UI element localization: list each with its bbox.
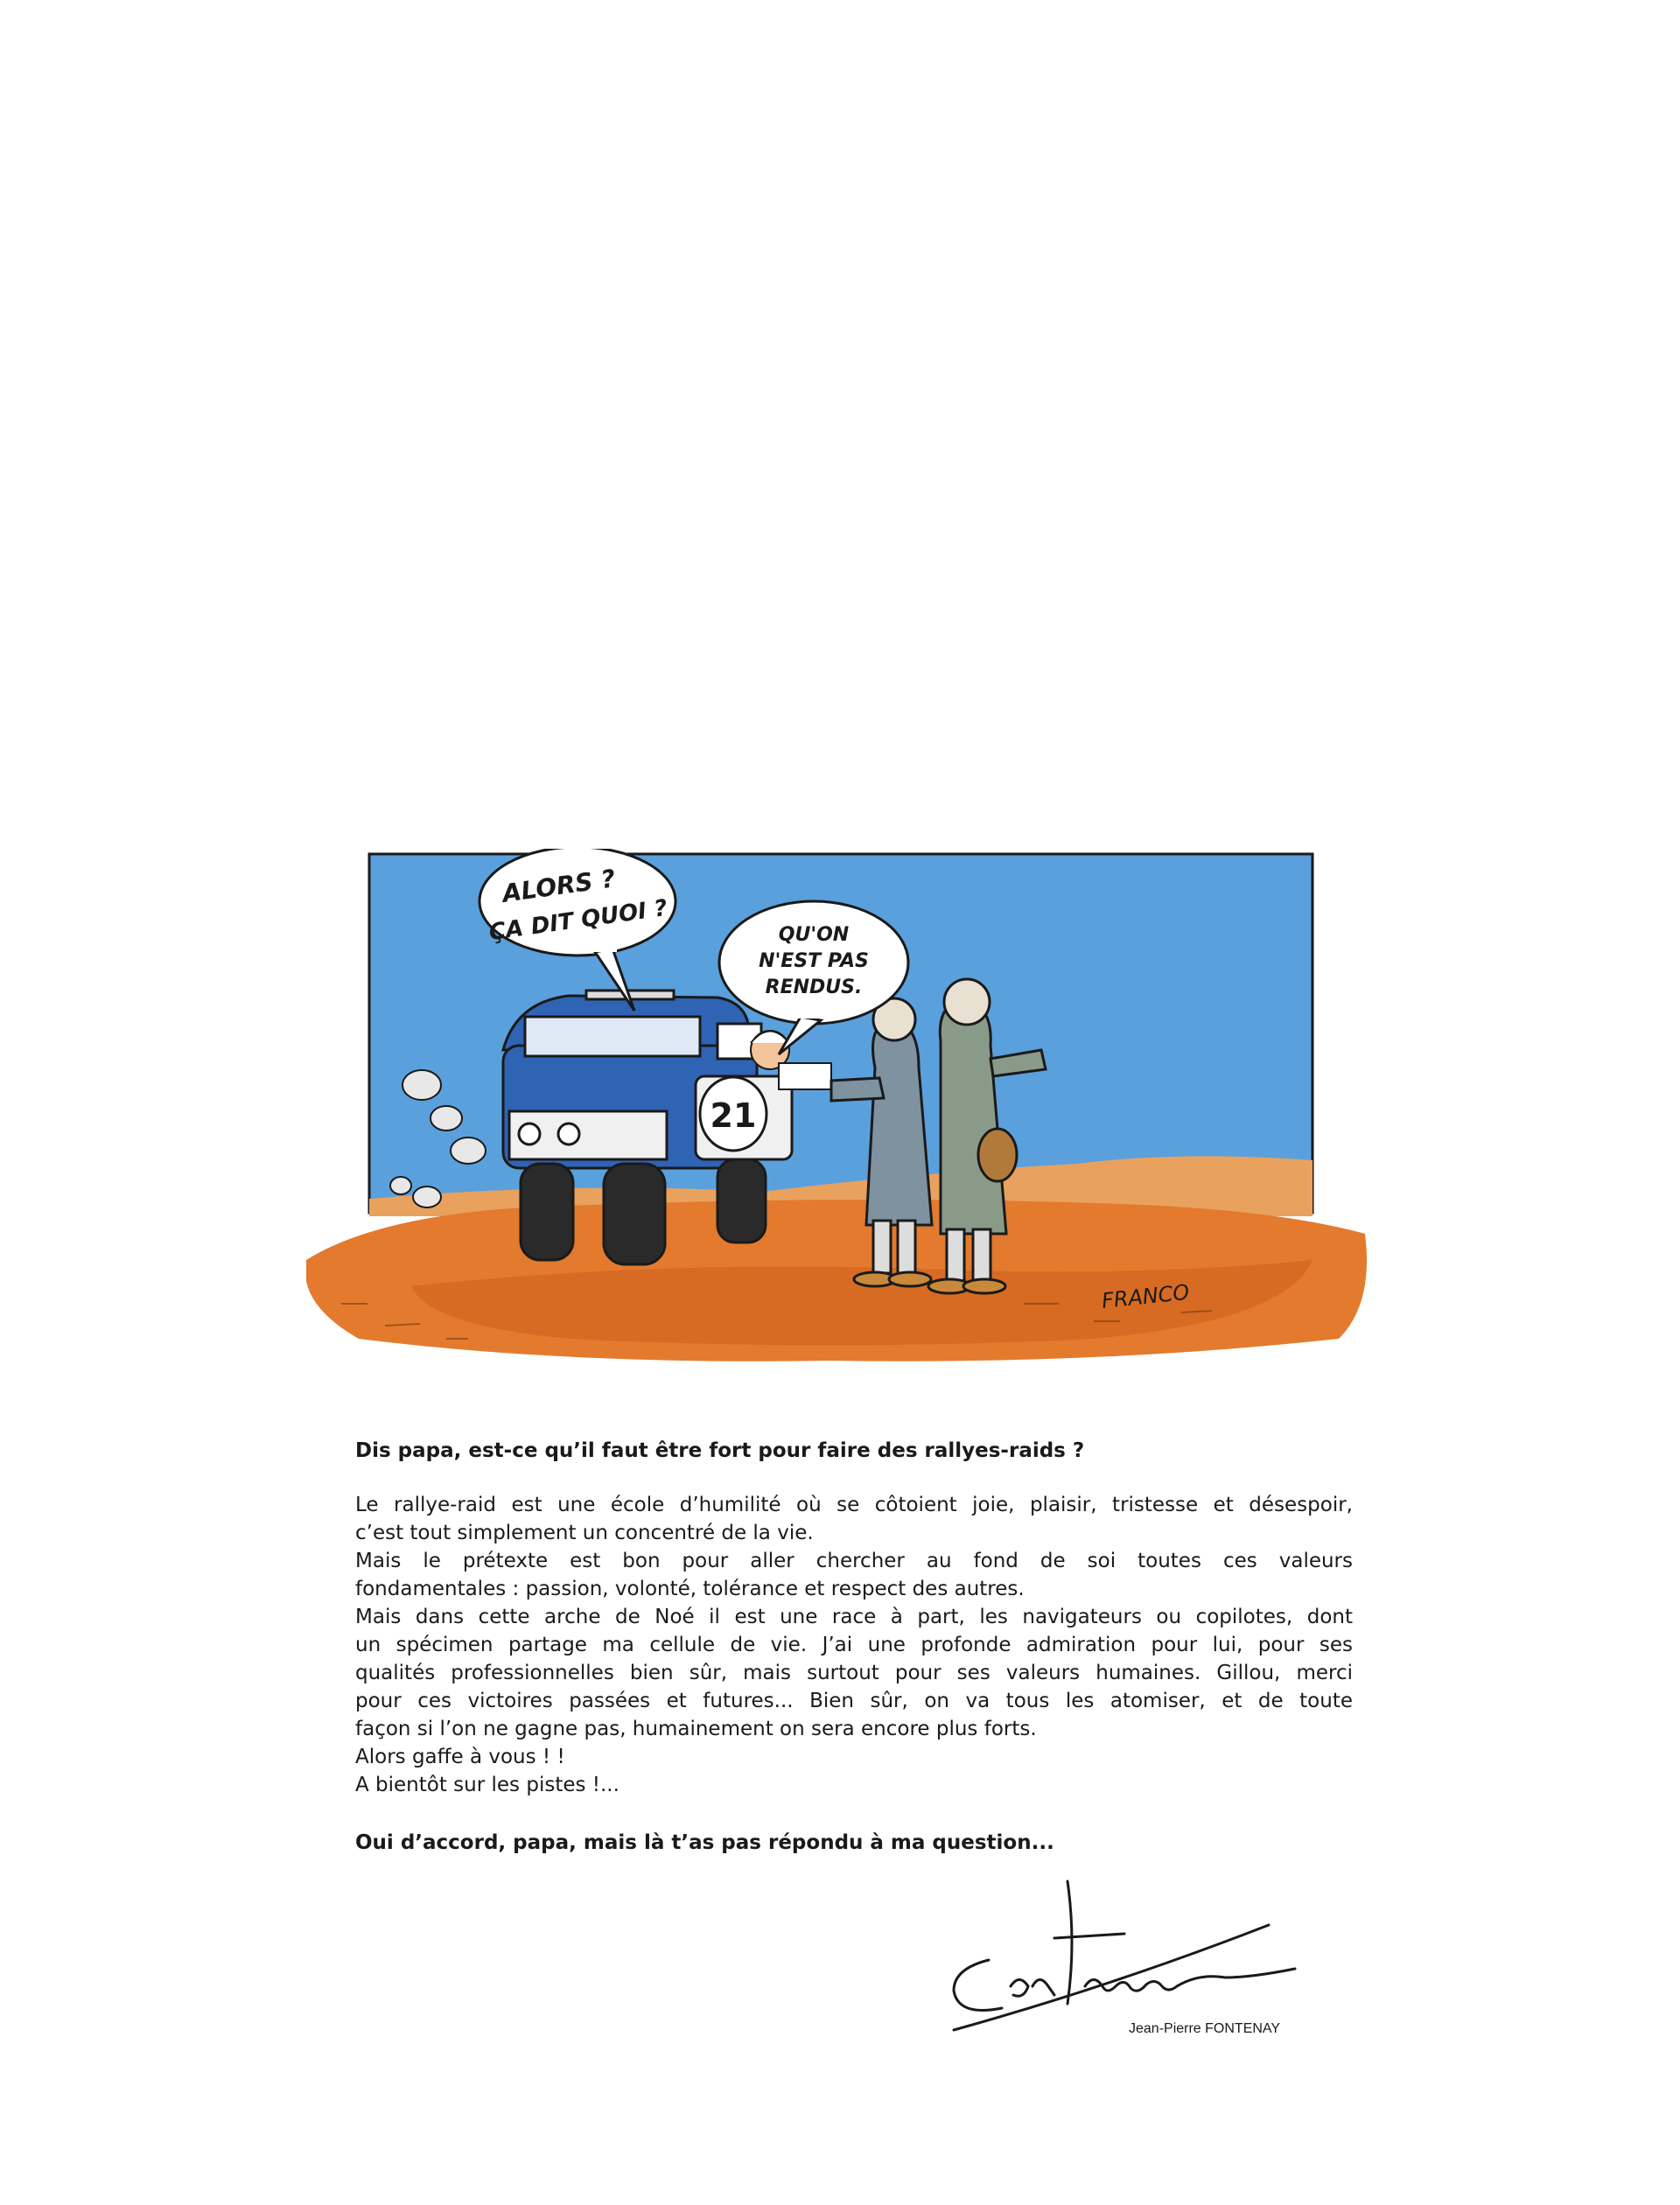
text-block xyxy=(355,1437,1353,1857)
speech-left-line-1: ALORS ? xyxy=(500,864,618,908)
signer-name: Jean-Pierre FONTENAY xyxy=(1129,2021,1281,2036)
body-line: Alors gaffe à vous ! ! xyxy=(355,1746,565,1768)
rally-cartoon-illustration xyxy=(306,849,1374,1374)
body-line: façon si l’on ne gagne pas, humainement on sera encore plus forts. xyxy=(355,1718,1037,1740)
question-heading: Dis papa, est-ce qu’il faut être fort pour faire des rallyes-raids ? xyxy=(355,1439,1085,1462)
body-line: fondamentales : passion, volonté, tolérance et respect des autres. xyxy=(355,1578,1025,1600)
svg-text:FRANCO: FRANCO xyxy=(1100,1279,1191,1313)
body-line: un spécimen partage ma cellule de vie. J’ai une profonde admiration pour lui, pour ses xyxy=(355,1634,1353,1656)
speech-right-line-3: RENDUS. xyxy=(765,976,863,998)
body-line: Mais le prétexte est bon pour aller chercher au fond de soi toutes ces valeurs xyxy=(355,1550,1353,1572)
body-line: pour ces victoires passées et futures... Bien sûr, on va tous les atomiser, et de toute xyxy=(355,1690,1353,1712)
car-number: 21 xyxy=(710,1096,757,1135)
handwritten-signature xyxy=(936,1855,1304,2048)
body-line: Mais dans cette arche de Noé il est une race à part, les navigateurs ou copilotes, dont xyxy=(355,1606,1353,1628)
answer-heading: Oui d’accord, papa, mais là t’as pas répondu à ma question... xyxy=(355,1831,1054,1854)
speech-right-line-2: N'EST PAS xyxy=(759,950,869,972)
body-line: c’est tout simplement un concentré de la vie. xyxy=(355,1522,814,1544)
speech-right-line-1: QU'ON xyxy=(778,924,850,946)
body-line: A bientôt sur les pistes !... xyxy=(355,1774,620,1796)
body-paragraph xyxy=(355,1491,1353,1799)
body-line: Le rallye-raid est une école d’humilité où se côtoient joie, plaisir, tristesse et désespoir, xyxy=(355,1494,1353,1516)
body-line: qualités professionnelles bien sûr, mais surtout pour ses valeurs humaines. Gillou, merci xyxy=(355,1662,1353,1684)
speech-left-line-2: ÇA DIT QUOI ? xyxy=(487,894,669,947)
